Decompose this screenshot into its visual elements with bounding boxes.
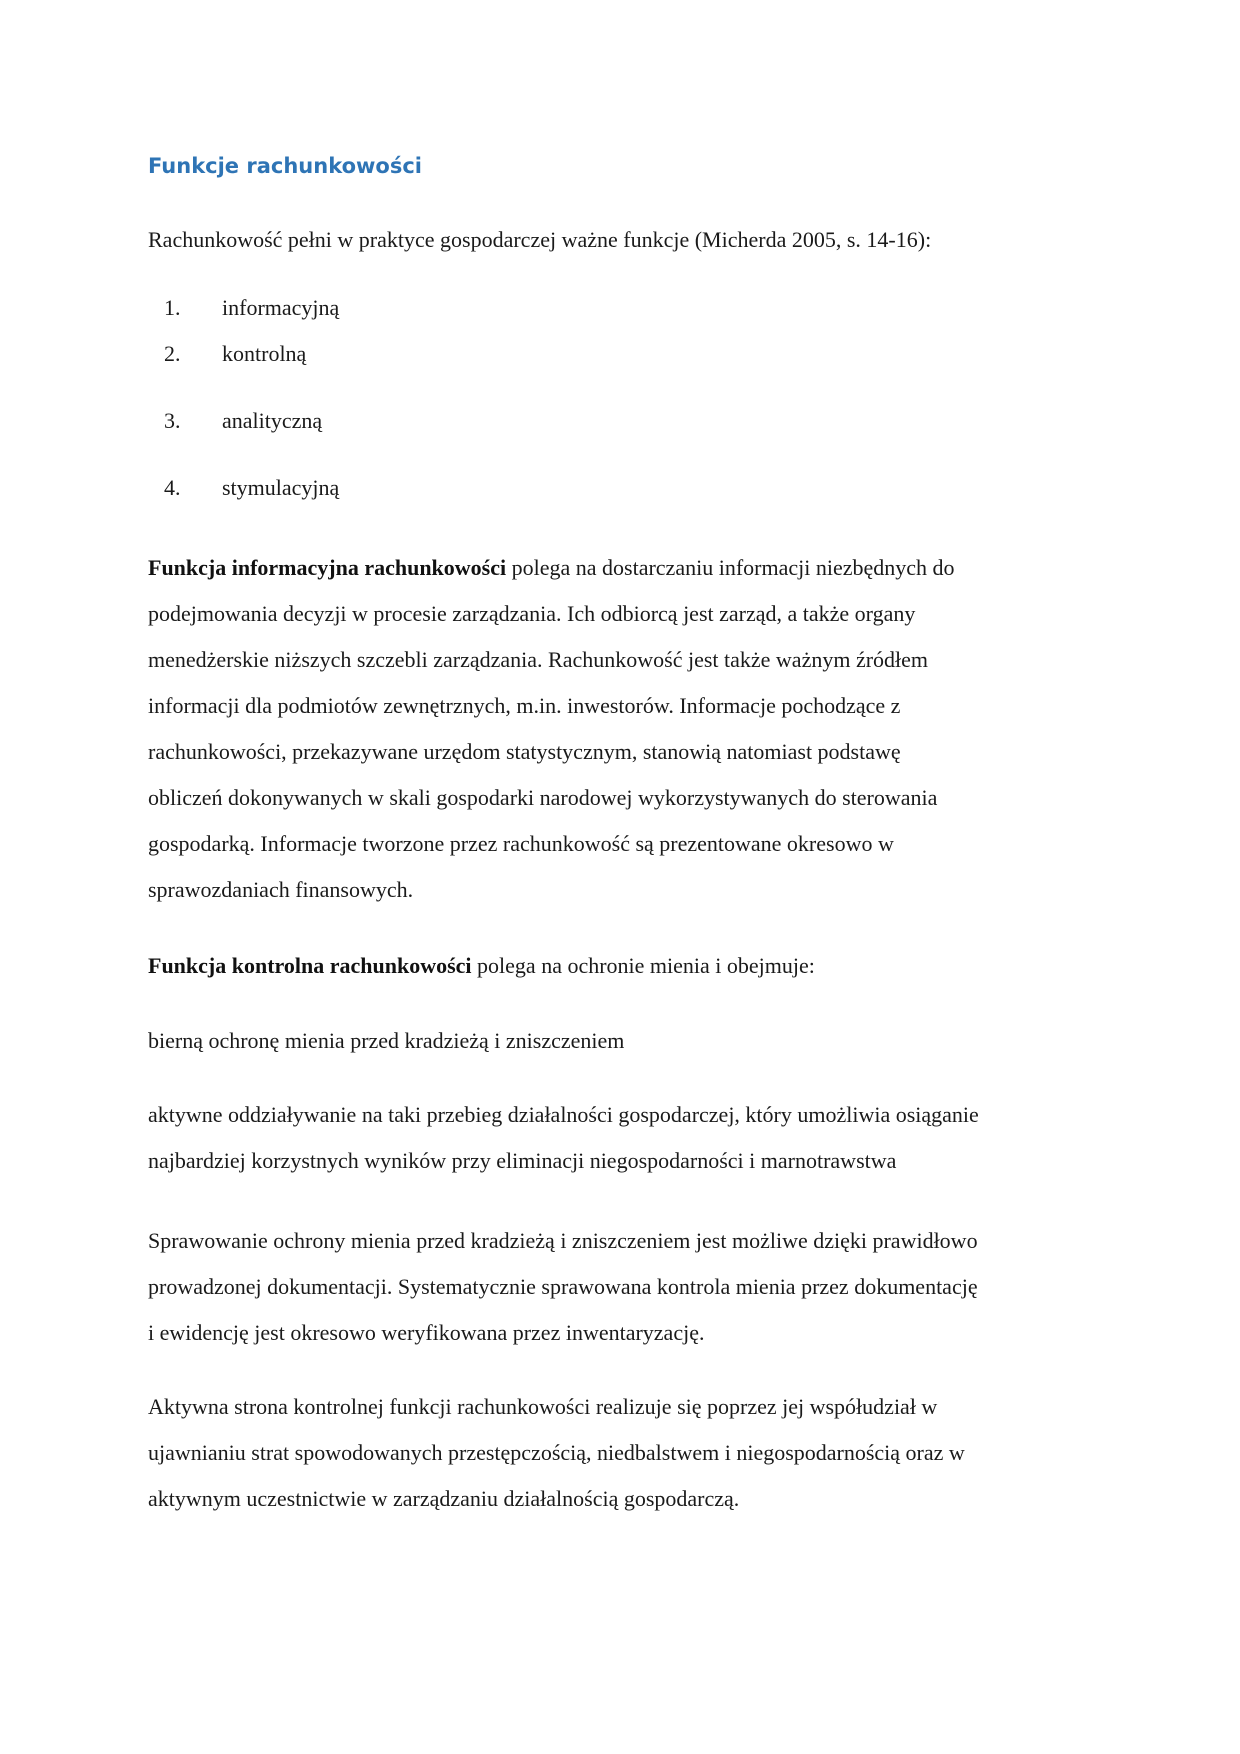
bold-term: Funkcja informacyjna rachunkowości	[148, 555, 507, 580]
paragraph-line: menedżerskie niższych szczebli zarządzania. Rachunkowość jest także ważnym źródłem	[148, 647, 929, 672]
document-heading: Funkcje rachunkowości	[148, 154, 422, 178]
paragraph-line: rachunkowości, przekazywane urzędom statystycznym, stanowią natomiast podstawę	[148, 739, 901, 764]
paragraph-sprawowanie	[148, 1218, 1108, 1356]
paragraph-line: aktywne oddziaływanie na taki przebieg działalności gospodarczej, który umożliwia osiąganie	[148, 1102, 979, 1127]
paragraph-line: najbardziej korzystnych wyników przy eliminacji niegospodarności i marnotrawstwa	[148, 1148, 897, 1173]
list-item-number: 1.	[164, 295, 181, 320]
list-item-number: 2.	[164, 341, 181, 366]
kontrolna-item-aktywna	[148, 1092, 1108, 1184]
paragraph-funkcja-informacyjna	[148, 545, 1108, 913]
paragraph-line: aktywnym uczestnictwie w zarządzaniu działalnością gospodarczą.	[148, 1486, 740, 1511]
list-item-label: analityczną	[222, 408, 323, 433]
list-item-label: stymulacyjną	[222, 475, 340, 500]
kontrolna-item-bierna: bierną ochronę mienia przed kradzieżą i zniszczeniem	[148, 1028, 625, 1053]
paragraph-line: Sprawowanie ochrony mienia przed kradzieżą i zniszczeniem jest możliwe dzięki prawidłowo	[148, 1228, 978, 1253]
paragraph-line: podejmowania decyzji w procesie zarządzania. Ich odbiorcą jest zarząd, a także organy	[148, 601, 916, 626]
paragraph-line: ujawnianiu strat spowodowanych przestępczością, niedbalstwem i niegospodarnością oraz w	[148, 1440, 965, 1465]
intro-paragraph: Rachunkowość pełni w praktyce gospodarczej ważne funkcje (Micherda 2005, s. 14-16):	[148, 227, 932, 252]
paragraph-line: Funkcja informacyjna rachunkowości polega na dostarczaniu informacji niezbędnych do	[148, 555, 955, 580]
paragraph-funkcja-kontrolna: Funkcja kontrolna rachunkowości polega na ochronie mienia i obejmuje:	[148, 953, 815, 978]
paragraph-line: informacji dla podmiotów zewnętrznych, m.in. inwestorów. Informacje pochodzące z	[148, 693, 901, 718]
list-item-label: informacyjną	[222, 295, 340, 320]
paragraph-line: prowadzonej dokumentacji. Systematycznie sprawowana kontrola mienia przez dokumentację	[148, 1274, 978, 1299]
paragraph-line: i ewidencję jest okresowo weryfikowana przez inwentaryzację.	[148, 1320, 705, 1345]
paragraph-line: sprawozdaniach finansowych.	[148, 877, 414, 902]
paragraph-line: Aktywna strona kontrolnej funkcji rachunkowości realizuje się poprzez jej współudział w	[148, 1394, 938, 1419]
paragraph-line: obliczeń dokonywanych w skali gospodarki narodowej wykorzystywanych do sterowania	[148, 785, 938, 810]
bold-term: Funkcja kontrolna rachunkowości	[148, 953, 472, 978]
list-item-number: 3.	[164, 408, 181, 433]
paragraph-line: gospodarką. Informacje tworzone przez rachunkowość są prezentowane okresowo w	[148, 831, 894, 856]
list-item-label: kontrolną	[222, 341, 307, 366]
list-item-number: 4.	[164, 475, 181, 500]
paragraph-aktywna-strona	[148, 1384, 1108, 1522]
